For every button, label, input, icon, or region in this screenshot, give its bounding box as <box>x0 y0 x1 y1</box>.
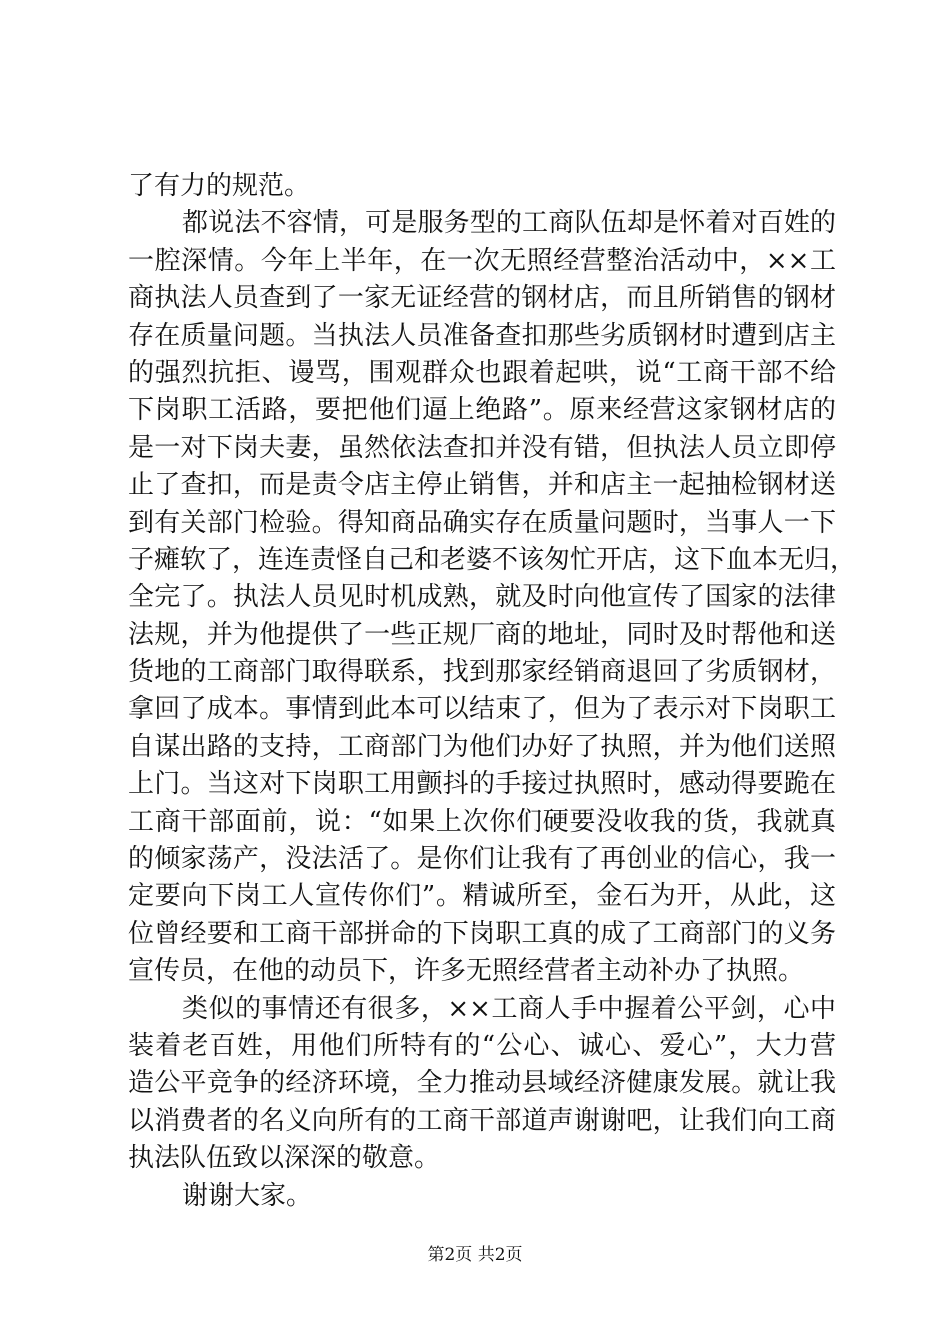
text-line: 全完了。执法人员见时机成熟，就及时向他宣传了国家的法律 <box>128 582 836 613</box>
text-line: 的强烈抗拒、谩骂，围观群众也跟着起哄，说“工商干部不给 <box>128 357 836 388</box>
text-line: 一腔深情。今年上半年，在一次无照经营整治活动中，××工 <box>128 245 836 276</box>
text-line: 宣传员，在他的动员下，许多无照经营者主动补办了执照。 <box>128 956 805 987</box>
document-body <box>128 168 857 1215</box>
text-line: 上门。当这对下岗职工用颤抖的手接过执照时，感动得要跪在 <box>128 769 836 800</box>
text-line: 的倾家荡产，没法活了。是你们让我有了再创业的信心，我一 <box>128 844 836 875</box>
page-number-label: 第2页 共2页 <box>427 1245 523 1265</box>
text-line: 法规，并为他提供了一些正规厂商的地址，同时及时帮他和送 <box>128 619 836 650</box>
text-line: 执法队伍致以深深的敬意。 <box>128 1143 441 1174</box>
text-line: 谢谢大家。 <box>182 1180 313 1211</box>
page-footer <box>0 1243 950 1267</box>
text-line: 定要向下岗工人宣传你们”。精诚所至，金石为开，从此，这 <box>128 881 836 912</box>
text-line: 货地的工商部门取得联系，找到那家经销商退回了劣质钢材， <box>128 657 836 688</box>
text-line: 到有关部门检验。得知商品确实存在质量问题时，当事人一下 <box>128 507 836 538</box>
text-line: 了有力的规范。 <box>128 171 311 201</box>
text-line: 商执法人员查到了一家无证经营的钢材店，而且所销售的钢材 <box>128 283 836 314</box>
text-line: 造公平竞争的经济环境，全力推动县域经济健康发展。就让我 <box>128 1068 836 1099</box>
text-line: 装着老百姓，用他们所特有的“公心、诚心、爱心”，大力营 <box>128 1030 836 1061</box>
text-line: 存在质量问题。当执法人员准备查扣那些劣质钢材时遭到店主 <box>128 320 836 351</box>
text-line: 子瘫软了，连连责怪自己和老婆不该匆忙开店，这下血本无归， <box>128 544 857 575</box>
text-line: 止了查扣，而是责令店主停止销售，并和店主一起抽检钢材送 <box>128 470 836 501</box>
text-line: 拿回了成本。事情到此本可以结束了，但为了表示对下岗职工 <box>128 694 836 725</box>
text-line: 以消费者的名义向所有的工商干部道声谢谢吧，让我们向工商 <box>128 1105 836 1136</box>
text-line: 下岗职工活路，要把他们逼上绝路”。原来经营这家钢材店的 <box>128 395 836 426</box>
text-line: 是一对下岗夫妻，虽然依法查扣并没有错，但执法人员立即停 <box>128 432 836 463</box>
text-line: 位曾经要和工商干部拼命的下岗职工真的成了工商部门的义务 <box>128 918 836 949</box>
text-line: 都说法不容情，可是服务型的工商队伍却是怀着对百姓的 <box>182 208 836 239</box>
text-line: 类似的事情还有很多，××工商人手中握着公平剑，心中 <box>182 993 836 1024</box>
text-line: 自谋出路的支持，工商部门为他们办好了执照，并为他们送照 <box>128 731 836 762</box>
text-line: 工商干部面前，说：“如果上次你们硬要没收我的货，我就真 <box>128 806 836 837</box>
